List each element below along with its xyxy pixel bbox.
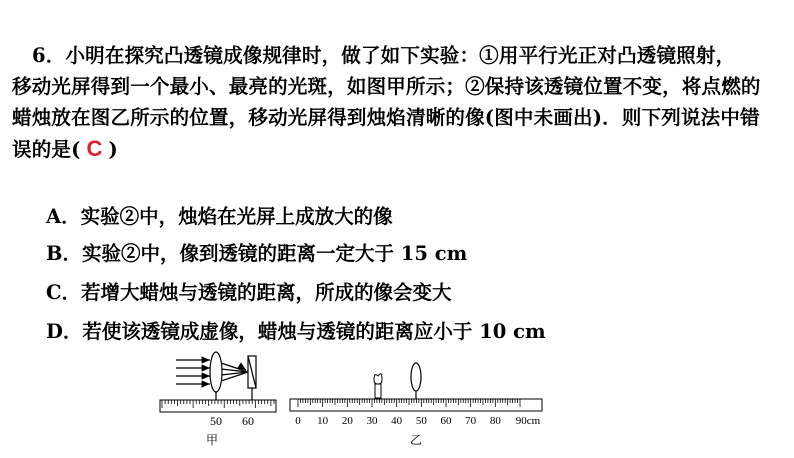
ruler-yi-label: 70 [465,415,477,427]
ruler-yi-label: 60 [440,415,452,427]
ruler-yi-labels [295,415,540,427]
ruler-yi-label: 20 [341,415,353,427]
figure-yi-caption: 乙 [409,433,423,447]
ruler-yi-label: 50 [415,415,427,427]
ruler-yi-label: 10 [317,415,329,427]
convex-lens-jia [210,352,222,392]
question-text-1: 6．小明在探究凸透镜成像规律时，做了如下实验：①用平行光正对凸透镜照射， [32,44,736,67]
question-text-2: 移动光屏得到一个最小、最亮的光斑，如图甲所示；②保持该透镜位置不变，将点燃的 [12,75,761,98]
figure-jia-caption: 甲 [205,433,219,447]
option-c: C．若增大蜡烛与透镜的距离，所成的像会变大 [46,281,452,304]
option-a: A．实验②中，烛焰在光屏上成放大的像 [46,205,393,228]
ruler-yi-label: 30 [366,415,378,427]
ruler-yi-label: 40 [391,415,403,427]
answer-mark: C [86,136,103,161]
ruler-jia-label-60: 60 [242,414,254,428]
candle [374,374,382,398]
question-text-4-pre: 误的是( [12,138,81,161]
ruler-yi-label: 0 [295,415,301,427]
ruler-yi-label: 80 [489,415,501,427]
ruler-jia-label-50: 50 [210,414,222,428]
question-text-4-post: ) [108,138,118,161]
light-screen [248,356,256,400]
question-text-3: 蜡烛放在图乙所示的位置，移动光屏得到烛焰清晰的像(图中未画出)．则下列说法中错 [12,106,760,129]
ruler-yi-label: 90cm [515,415,541,427]
convex-lens-yi [411,363,421,391]
option-b: B．实验②中，像到透镜的距离一定大于 15 cm [46,242,468,265]
option-d: D．若使该透镜成虚像，蜡烛与透镜的距离应小于 10 cm [46,320,546,343]
